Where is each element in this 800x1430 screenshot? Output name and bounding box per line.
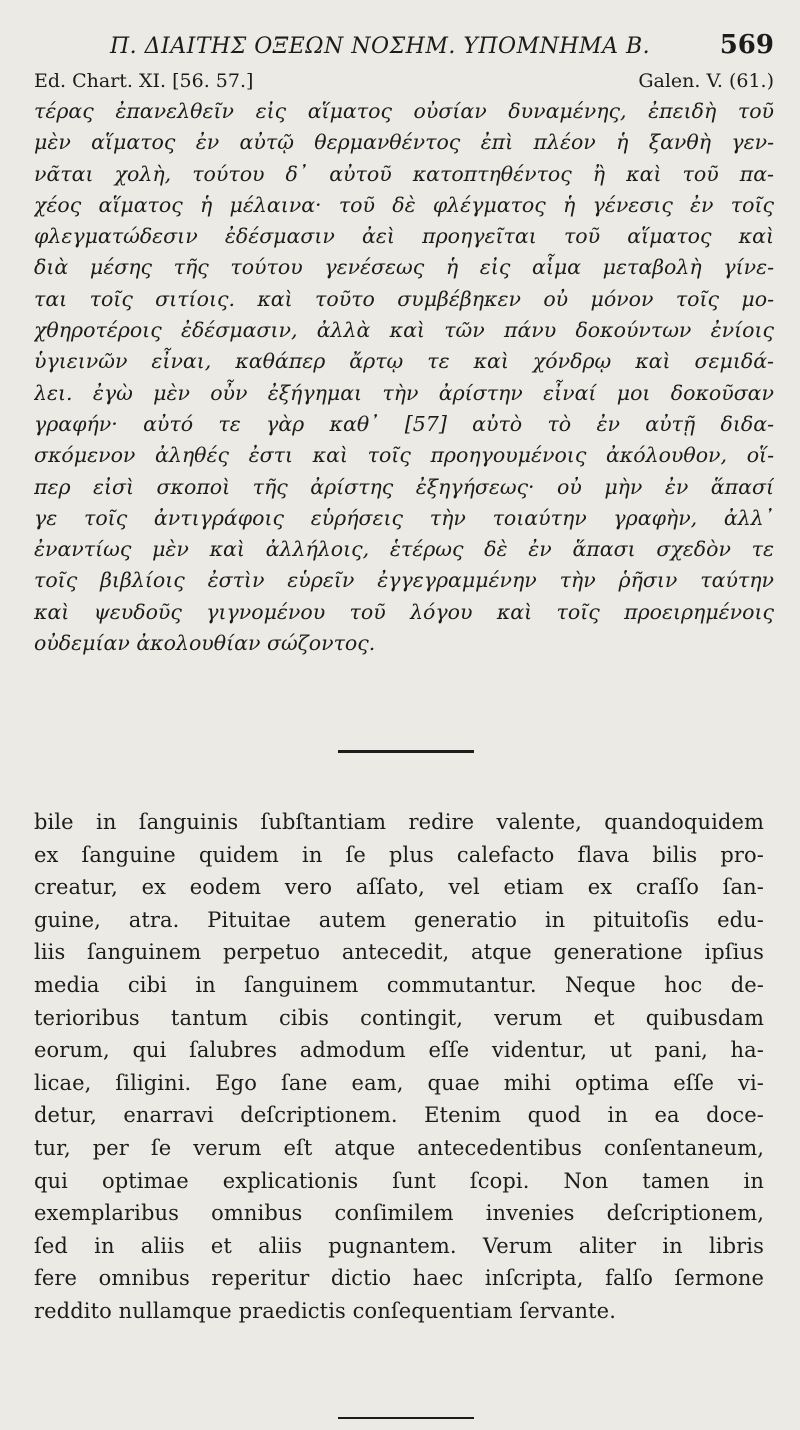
greek-line: οὐδεμίαν ἀκολουθίαν σώζοντος.: [34, 631, 376, 656]
latin-line: ex ſanguine quidem in ſe plus calefacto flava bilis pro-: [34, 842, 764, 867]
latin-line: terioribus tantum cibis contingit, verum et quibusdam: [34, 1005, 764, 1030]
greek-line: τέρας ἐπανελθεῖν εἰς αἵματος οὐσίαν δυναμένης, ἐπειδὴ τοῦ: [34, 99, 774, 123]
running-header: [90, 30, 780, 66]
section-divider: [338, 750, 474, 753]
greek-line: καὶ ψευδοῦς γιγνομένου τοῦ λόγου καὶ τοῖς προειρημένοις: [34, 599, 774, 624]
greek-line: χέος αἵματος ἡ μέλαινα· τοῦ δὲ φλέγματος ἡ γένεσις ἐν τοῖς: [34, 192, 774, 217]
greek-line: γραφήν· αὐτό τε γὰρ καθ᾽ [57] αὐτὸ τὸ ἐν αὐτῇ διδα-: [34, 411, 774, 436]
running-title: Π. ΔΙΑΙΤΗΣ ΟΞΕΩΝ ΝΟΣΗΜ. ΥΠΟΜΝΗΜΑ Β.: [110, 34, 651, 59]
latin-line: licae, ſiligini. Ego ſane eam, quae mihi optima eſſe vi-: [34, 1070, 764, 1095]
greek-line: ται τοῖς σιτίοις. καὶ τοῦτο συμβέβηκεν οὐ μόνον τοῖς μο-: [34, 286, 774, 311]
latin-line: liis ſanguinem perpetuo antecedit, atque generatione ipſius: [34, 940, 764, 965]
greek-line: γε τοῖς ἀντιγράφοις εὑρήσεις τὴν τοιαύτην γραφὴν, ἀλλ᾽: [34, 505, 774, 530]
latin-line: exemplaribus omnibus conſimilem invenies deſcriptionem,: [34, 1201, 764, 1226]
latin-line: media cibi in ſanguinem commutantur. Neque hoc de-: [34, 972, 764, 997]
latin-line: guine, atra. Pituitae autem generatio in pituitoſis edu-: [34, 907, 764, 932]
greek-line: ἐναντίως μὲν καὶ ἀλλήλοις, ἑτέρως δὲ ἐν ἅπασι σχεδὸν τε: [34, 537, 774, 562]
greek-line: λει. ἐγὼ μὲν οὖν ἐξήγημαι τὴν ἀρίστην εἶναί μοι δοκοῦσαν: [34, 380, 774, 405]
latin-line: ſed in aliis et aliis pugnantem. Verum aliter in libris: [34, 1233, 764, 1258]
greek-line: φλεγματώδεσιν ἐδέσμασιν ἀεὶ προηγεῖται τοῦ αἵματος καὶ: [34, 224, 774, 249]
greek-line: ὑγιεινῶν εἶναι, καθάπερ ἄρτῳ τε καὶ χόνδρῳ καὶ σεμιδά-: [34, 349, 774, 374]
latin-line: detur, enarravi deſcriptionem. Etenim quod in ea doce-: [34, 1103, 764, 1128]
latin-line: qui optimae explicationis ſunt ſcopi. Non tamen in: [34, 1168, 764, 1193]
greek-line: περ εἰσὶ σκοποὶ τῆς ἀρίστης ἐξηγήσεως· οὐ μὴν ἐν ἅπασί: [34, 474, 774, 499]
edition-galen: Galen. V. (61.): [638, 70, 774, 92]
greek-text-block: [34, 96, 774, 659]
greek-line: μὲν αἵματος ἐν αὐτῷ θερμανθέντος ἐπὶ πλέον ἡ ξανθὴ γεν-: [34, 130, 774, 155]
latin-text-block: [34, 806, 764, 1328]
latin-line: reddito nullamque praedictis conſequentiam ſervante.: [34, 1298, 616, 1323]
greek-line: χθηροτέροις ἐδέσμασιν, ἀλλὰ καὶ τῶν πάνυ δοκούντων ἐνίοις: [34, 318, 774, 343]
latin-line: creatur, ex eodem vero aſſato, vel etiam ex craſſo ſan-: [34, 875, 764, 900]
page-number: 569: [719, 30, 774, 60]
latin-line: tur, per ſe verum eſt atque antecedentibus conſentaneum,: [34, 1135, 764, 1160]
edition-chartier: Ed. Chart. XI. [56. 57.]: [34, 70, 254, 92]
footer-divider: [338, 1417, 474, 1419]
latin-line: eorum, qui ſalubres admodum eſſe videntur, ut pani, ha-: [34, 1038, 764, 1063]
greek-line: σκόμενον ἀληθές ἐστι καὶ τοῖς προηγουμένοις ἀκόλουθον, οἵ-: [34, 443, 774, 468]
greek-line: τοῖς βιβλίοις ἐστὶν εὑρεῖν ἐγγεγραμμένην τὴν ῥῆσιν ταύτην: [34, 568, 774, 593]
latin-line: fere omnibus reperitur dictio haec inſcripta, falſo ſermone: [34, 1266, 764, 1291]
latin-line: bile in ſanguinis ſubſtantiam redire valente, quandoquidem: [34, 810, 764, 834]
edition-reference: [34, 70, 774, 96]
greek-line: διὰ μέσης τῆς τούτου γενέσεως ἡ εἰς αἷμα μεταβολὴ γίνε-: [34, 255, 774, 280]
greek-line: νᾶται χολὴ, τούτου δ᾽ αὐτοῦ κατοπτηθέντος ἢ καὶ τοῦ πα-: [34, 161, 774, 186]
